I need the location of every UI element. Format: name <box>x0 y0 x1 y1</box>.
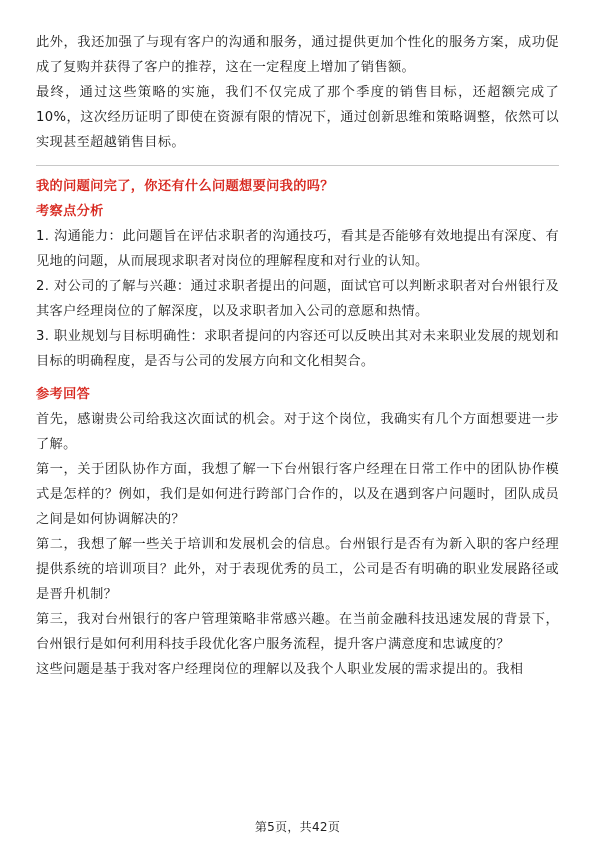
answer-paragraph-1: 首先，感谢贵公司给我这次面试的机会。对于这个岗位，我确实有几个方面想要进一步了解。 <box>36 412 559 452</box>
analysis-heading: 考察点分析 <box>36 204 104 219</box>
analysis-point-2: 2. 对公司的了解与兴趣：通过求职者提出的问题，面试官可以判断求职者对台州银行及其客户经理岗位的了解深度，以及求职者加入公司的意愿和热情。 <box>36 279 559 319</box>
answer-paragraph-4: 第三，我对台州银行的客户管理策略非常感兴趣。在当前金融科技迅速发展的背景下，台州银行是如何利用科技手段优化客户服务流程，提升客户满意度和忠诚度的？ <box>36 612 559 652</box>
analysis-point-1: 1. 沟通能力：此问题旨在评估求职者的沟通技巧，看其是否能够有效地提出有深度、有见地的问题，从而展现求职者对岗位的理解程度和对行业的认知。 <box>36 229 559 269</box>
analysis-point-3: 3. 职业规划与目标明确性：求职者提问的内容还可以反映出其对未来职业发展的规划和目标的明确程度，是否与公司的发展方向和文化相契合。 <box>36 329 559 369</box>
interview-question: 我的问题问完了，你还有什么问题想要问我的吗？ <box>36 179 334 194</box>
section-divider <box>36 165 559 166</box>
page-number: 第5页，共42页 <box>254 820 341 834</box>
intro-paragraph-1: 此外，我还加强了与现有客户的沟通和服务，通过提供更加个性化的服务方案，成功促成了复购并获得了客户的推荐，这在一定程度上增加了销售额。 <box>36 35 559 75</box>
answer-heading: 参考回答 <box>36 387 91 402</box>
document-page <box>36 30 559 682</box>
answer-paragraph-5: 这些问题是基于我对客户经理岗位的理解以及我个人职业发展的需求提出的。我相 <box>36 662 524 677</box>
intro-paragraph-2: 最终，通过这些策略的实施，我们不仅完成了那个季度的销售目标，还超额完成了10%，这次经历证明了即使在资源有限的情况下，通过创新思维和策略调整，依然可以实现甚至超越销售目标。 <box>36 85 559 150</box>
answer-paragraph-2: 第一，关于团队协作方面，我想了解一下台州银行客户经理在日常工作中的团队协作模式是怎样的？例如，我们是如何进行跨部门合作的，以及在遇到客户问题时，团队成员之间是如何协调解决的？ <box>36 462 559 527</box>
answer-paragraph-3: 第二，我想了解一些关于培训和发展机会的信息。台州银行是否有为新入职的客户经理提供系统的培训项目？此外，对于表现优秀的员工，公司是否有明确的职业发展路径或是晋升机制？ <box>36 537 559 602</box>
